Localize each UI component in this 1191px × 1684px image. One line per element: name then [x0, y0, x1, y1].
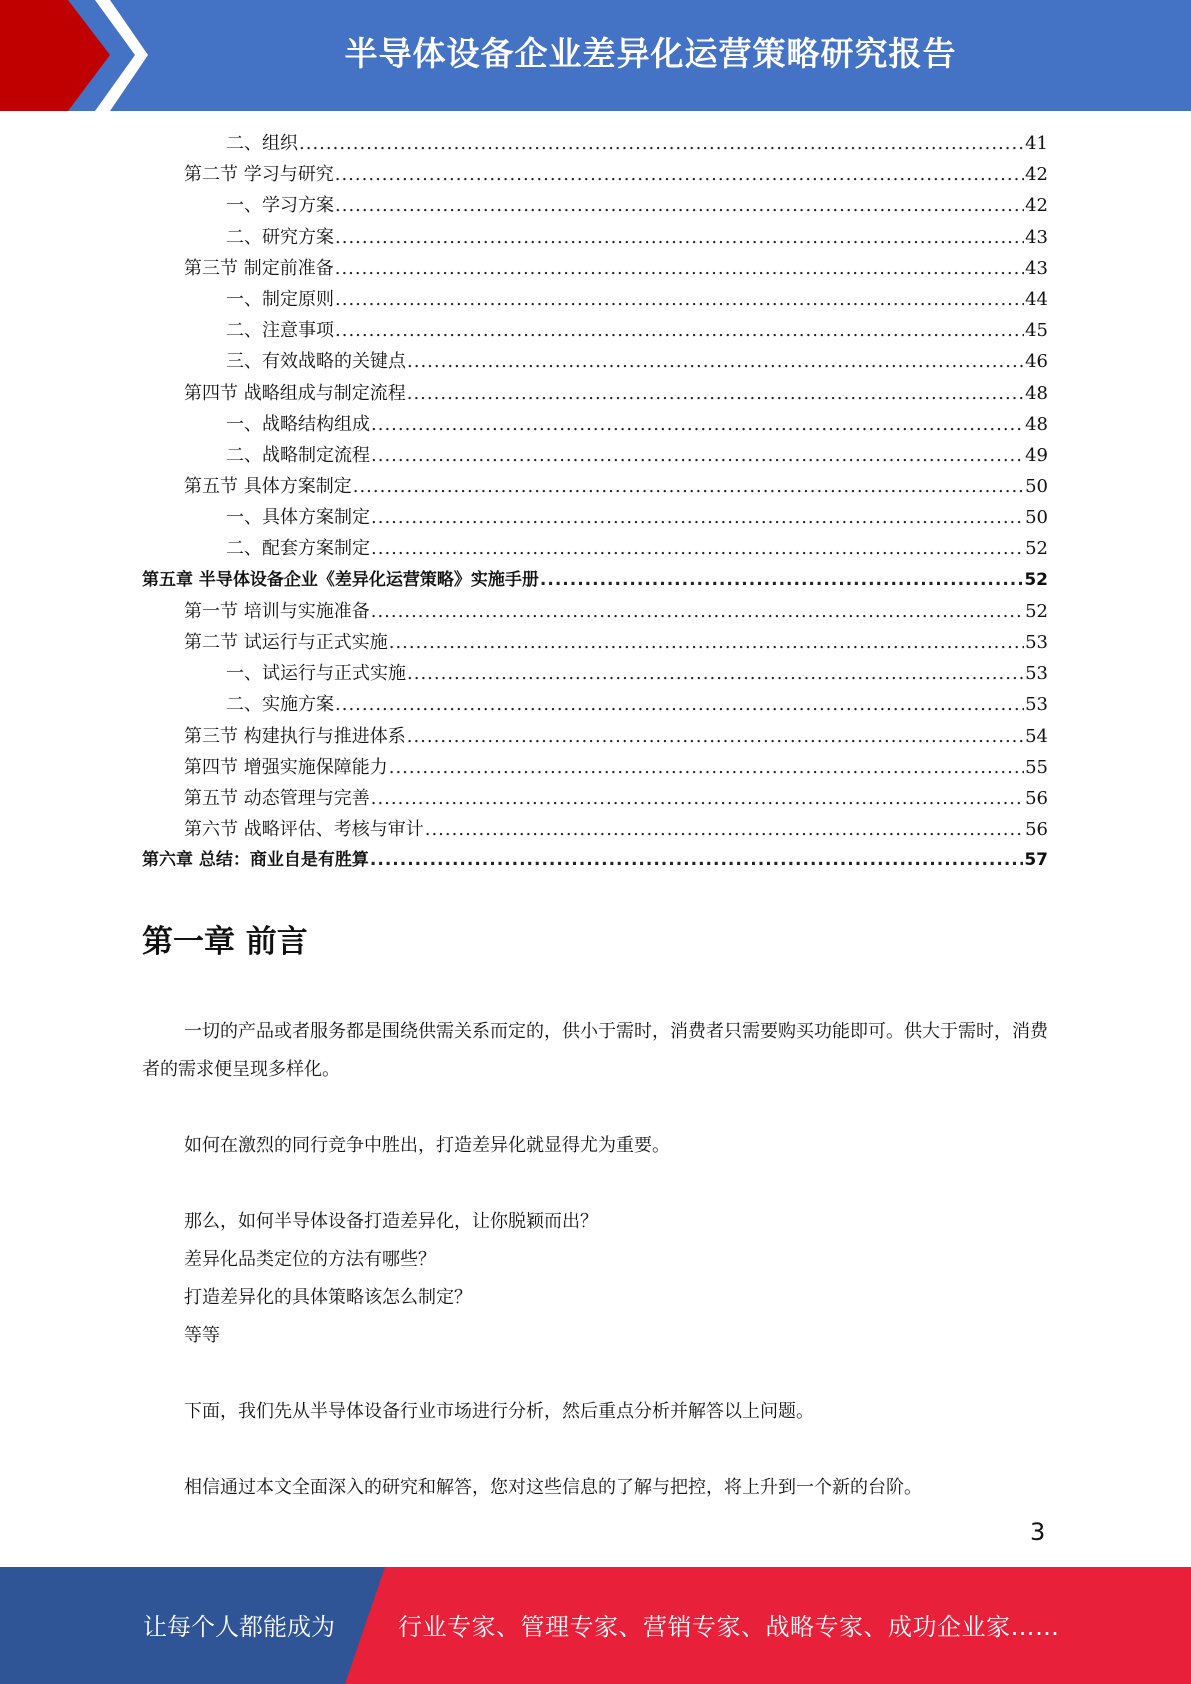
- toc-entry-page: 50: [1025, 476, 1048, 498]
- toc-entry-title: 第三节 制定前准备: [184, 257, 334, 279]
- toc-dot-leader: [371, 409, 1024, 440]
- toc-entry-page: 44: [1025, 288, 1048, 310]
- page-number: 3: [1030, 1518, 1046, 1546]
- header-chevron-decoration: [0, 0, 160, 111]
- toc-dot-leader: [407, 378, 1024, 409]
- toc-entry-title: 一、学习方案: [226, 195, 334, 217]
- toc-entry-page: 52: [1025, 600, 1048, 622]
- toc-entry-title: 第六节 战略评估、考核与审计: [184, 819, 424, 841]
- toc-subsection-entry[interactable]: [142, 440, 1048, 471]
- toc-entry-page: 43: [1025, 257, 1048, 279]
- toc-dot-leader: [335, 190, 1024, 221]
- toc-dot-leader: [335, 689, 1024, 720]
- toc-dot-leader: [389, 627, 1024, 658]
- toc-entry-title: 一、具体方案制定: [226, 507, 370, 529]
- intro-paragraph: 一切的产品或者服务都是围绕供需关系而定的，供小于需时，消费者只需要购买功能即可。供大于需时，消费者的需求便呈现多样化。: [142, 1021, 1048, 1080]
- toc-entry-page: 42: [1025, 195, 1048, 217]
- toc-section-entry[interactable]: [142, 752, 1048, 783]
- toc-entry-title: 一、试运行与正式实施: [226, 663, 406, 685]
- toc-subsection-entry[interactable]: [142, 346, 1048, 377]
- footer-slogan-right: 行业专家、管理专家、营销专家、战略专家、成功企业家……: [398, 1613, 1060, 1641]
- toc-entry-title: 三、有效战略的关键点: [226, 351, 406, 373]
- toc-dot-leader: [540, 565, 1023, 596]
- analysis-paragraph: 下面，我们先从半导体设备行业市场进行分析，然后重点分析并解答以上问题。: [184, 1401, 814, 1422]
- closing-paragraph: 相信通过本文全面深入的研究和解答，您对这些信息的了解与把控，将上升到一个新的台阶。: [184, 1477, 922, 1498]
- toc-entry-page: 56: [1025, 819, 1048, 841]
- toc-entry-title: 二、研究方案: [226, 226, 334, 248]
- toc-subsection-entry[interactable]: [142, 222, 1048, 253]
- toc-entry-title: 二、注意事项: [226, 320, 334, 342]
- report-title: 半导体设备企业差异化运营策略研究报告: [344, 34, 957, 73]
- toc-entry-page: 45: [1025, 320, 1048, 342]
- toc-entry-page: 43: [1025, 226, 1048, 248]
- toc-subsection-entry[interactable]: [142, 190, 1048, 221]
- toc-entry-page: 50: [1025, 507, 1048, 529]
- toc-section-entry[interactable]: [142, 253, 1048, 284]
- toc-section-entry[interactable]: [142, 596, 1048, 627]
- toc-dot-leader: [299, 128, 1024, 159]
- question-line-1: 那么，如何半导体设备打造差异化，让你脱颖而出？: [184, 1211, 598, 1232]
- toc-dot-leader: [425, 814, 1024, 845]
- toc-section-entry[interactable]: [142, 159, 1048, 190]
- toc-entry-title: 第五节 动态管理与完善: [184, 787, 370, 809]
- toc-dot-leader: [335, 222, 1024, 253]
- competition-paragraph: 如何在激烈的同行竞争中胜出，打造差异化就显得尤为重要。: [184, 1135, 670, 1156]
- toc-entry-page: 53: [1025, 694, 1048, 716]
- toc-subsection-entry[interactable]: [142, 128, 1048, 159]
- toc-entry-title: 二、战略制定流程: [226, 444, 370, 466]
- toc-section-entry[interactable]: [142, 627, 1048, 658]
- toc-dot-leader: [371, 440, 1024, 471]
- toc-entry-title: 一、战略结构组成: [226, 413, 370, 435]
- question-line-4: 等等: [184, 1325, 220, 1346]
- toc-entry-title: 第四节 战略组成与制定流程: [184, 382, 406, 404]
- toc-subsection-entry[interactable]: [142, 409, 1048, 440]
- toc-entry-page: 53: [1025, 663, 1048, 685]
- toc-entry-page: 48: [1025, 413, 1048, 435]
- toc-entry-page: 56: [1025, 787, 1048, 809]
- toc-subsection-entry[interactable]: [142, 658, 1048, 689]
- toc-dot-leader: [371, 596, 1024, 627]
- toc-entry-page: 57: [1024, 850, 1048, 871]
- toc-entry-title: 第五节 具体方案制定: [184, 476, 352, 498]
- toc-entry-title: 第三节 构建执行与推进体系: [184, 725, 406, 747]
- toc-dot-leader: [407, 721, 1024, 752]
- toc-entry-title: 第二节 学习与研究: [184, 164, 334, 186]
- toc-subsection-entry[interactable]: [142, 315, 1048, 346]
- toc-dot-leader: [335, 315, 1024, 346]
- toc-entry-page: 49: [1025, 444, 1048, 466]
- toc-entry-title: 第二节 试运行与正式实施: [184, 632, 388, 653]
- toc-entry-title: 二、组织: [226, 133, 298, 154]
- toc-section-entry[interactable]: [142, 814, 1048, 845]
- page-footer: [0, 1567, 1191, 1684]
- table-of-contents: [142, 128, 1048, 877]
- toc-subsection-entry[interactable]: [142, 689, 1048, 720]
- toc-entry-title: 第五章 半导体设备企业《差异化运营策略》实施手册: [142, 569, 539, 590]
- toc-entry-page: 41: [1025, 133, 1048, 154]
- toc-entry-title: 二、实施方案: [226, 694, 334, 716]
- toc-dot-leader: [407, 346, 1024, 377]
- toc-dot-leader: [371, 533, 1024, 564]
- toc-dot-leader: [389, 752, 1024, 783]
- toc-section-entry[interactable]: [142, 378, 1048, 409]
- toc-entry-title: 第四节 增强实施保障能力: [184, 756, 388, 778]
- toc-entry-page: 53: [1025, 632, 1048, 653]
- toc-dot-leader: [335, 284, 1024, 315]
- toc-subsection-entry[interactable]: [142, 284, 1048, 315]
- page-header: [0, 0, 1191, 111]
- toc-subsection-entry[interactable]: [142, 533, 1048, 564]
- toc-chapter-entry[interactable]: [142, 845, 1048, 876]
- toc-entry-page: 52: [1024, 569, 1048, 590]
- toc-entry-page: 55: [1025, 756, 1048, 778]
- toc-chapter-entry[interactable]: [142, 565, 1048, 596]
- question-line-2: 差异化品类定位的方法有哪些？: [184, 1249, 436, 1270]
- toc-entry-title: 第一节 培训与实施准备: [184, 600, 370, 622]
- toc-dot-leader: [353, 471, 1024, 502]
- toc-entry-title: 一、制定原则: [226, 288, 334, 310]
- toc-section-entry[interactable]: [142, 471, 1048, 502]
- toc-entry-page: 52: [1025, 538, 1048, 560]
- toc-entry-page: 46: [1025, 351, 1048, 373]
- toc-dot-leader: [371, 783, 1024, 814]
- toc-dot-leader: [335, 159, 1024, 190]
- question-line-3: 打造差异化的具体策略该怎么制定？: [184, 1287, 472, 1308]
- toc-entry-title: 二、配套方案制定: [226, 538, 370, 560]
- toc-dot-leader: [335, 253, 1024, 284]
- toc-section-entry[interactable]: [142, 721, 1048, 752]
- toc-dot-leader: [371, 502, 1024, 533]
- toc-entry-page: 42: [1025, 164, 1048, 186]
- toc-entry-page: 48: [1025, 382, 1048, 404]
- toc-section-entry[interactable]: [142, 783, 1048, 814]
- toc-subsection-entry[interactable]: [142, 502, 1048, 533]
- toc-dot-leader: [407, 658, 1024, 689]
- toc-dot-leader: [370, 845, 1023, 876]
- toc-entry-title: 第六章 总结：商业自是有胜算: [142, 850, 369, 871]
- toc-entry-page: 54: [1025, 725, 1048, 747]
- chapter-heading: 第一章 前言: [142, 924, 308, 960]
- footer-slogan-left: 让每个人都能成为: [143, 1613, 335, 1641]
